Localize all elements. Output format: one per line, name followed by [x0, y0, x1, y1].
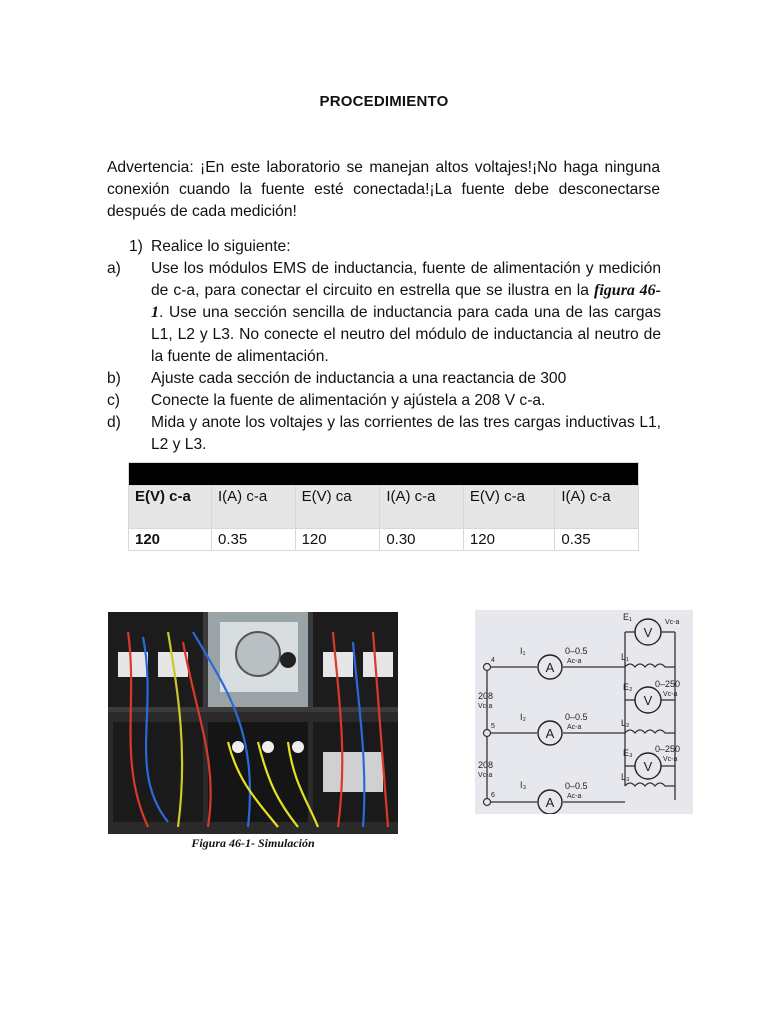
ammeter-unit: Ac-a — [567, 793, 582, 800]
list-marker: d) — [107, 414, 121, 431]
voltage-label-e1: E₁ — [623, 612, 633, 622]
lab-equipment-photo — [108, 612, 398, 834]
voltage-label-e2: E₂ — [623, 682, 633, 692]
voltmeter-range: 0–250 — [655, 744, 681, 754]
list-item — [107, 258, 661, 368]
ammeter-label: A — [545, 726, 555, 741]
table-cell: 120 — [129, 529, 212, 551]
table-header-cell: I(A) c-a — [380, 486, 464, 529]
page-title: PROCEDIMIENTO — [319, 93, 449, 110]
ammeter-range: 0–0.5 — [565, 646, 588, 656]
table-header-cell: E(V) ca — [295, 486, 380, 529]
voltmeter-range: 0–250 — [655, 679, 681, 689]
current-label-i1: I₁ — [520, 646, 526, 656]
supply-unit: Vc-a — [478, 772, 493, 779]
procedure-list — [107, 236, 661, 456]
ammeter-unit: Ac-a — [567, 724, 582, 731]
table-cell: 0.30 — [380, 529, 464, 551]
inductor-label-l2: L₂ — [621, 718, 630, 728]
ammeter-range: 0–0.5 — [565, 781, 588, 791]
measurements-table — [128, 462, 639, 551]
table-cell: 120 — [463, 529, 554, 551]
table-title-bar — [129, 463, 639, 486]
table-header-cell: I(A) c-a — [212, 486, 296, 529]
table-row — [129, 529, 639, 551]
voltmeter-unit: Vc-a — [663, 691, 678, 698]
inductor-label-l3: L₃ — [621, 772, 630, 782]
step-a-text: Use los módulos EMS de inductancia, fuente de alimentación y medición de c-a, para conectar el circuito en estrella que se ilustra en la — [151, 260, 661, 299]
step-a-text-end: . Use una sección sencilla de inductancia para cada una de las cargas L1, L2 y L3. No conecte el neutro del módulo de inductancia al neutro de la fuente de alimentación. — [151, 304, 661, 365]
inductor-label-l1: L₁ — [621, 652, 630, 662]
voltage-label-e3: E₃ — [623, 748, 633, 758]
ammeter-label: A — [545, 795, 555, 810]
figure-reference: figura 46-1 — [151, 282, 661, 321]
ammeter-unit: Ac-a — [567, 658, 582, 665]
list-marker: 1) — [129, 238, 143, 255]
table-header-row — [129, 486, 639, 529]
step-c-text: Conecte la fuente de alimentación y ajústela a 208 V c-a. — [151, 392, 546, 409]
voltmeter-unit: Vc-a — [663, 756, 678, 763]
table-cell: 120 — [295, 529, 380, 551]
circuit-schematic — [475, 610, 693, 814]
list-item — [107, 368, 661, 390]
table-header-cell: E(V) c-a — [129, 486, 212, 529]
supply-voltage: 208 — [478, 691, 494, 701]
terminal-number: 4 — [491, 657, 495, 664]
list-item — [107, 412, 661, 456]
step-d-text: Mida y anote los voltajes y las corrientes de las tres cargas inductivas L1, L2 y L3. — [151, 414, 661, 453]
list-item — [107, 390, 661, 412]
current-label-i3: I₃ — [520, 780, 527, 790]
table-cell: 0.35 — [555, 529, 639, 551]
supply-voltage: 208 — [478, 760, 494, 770]
list-marker: a) — [107, 260, 121, 277]
ammeter-range: 0–0.5 — [565, 712, 588, 722]
figure-caption: Figura 46-1- Simulación — [191, 836, 315, 850]
table-cell: 0.35 — [212, 529, 296, 551]
voltmeter-label: V — [643, 625, 653, 640]
list-item — [129, 236, 661, 258]
current-label-i2: I₂ — [520, 712, 526, 722]
terminal-number: 5 — [491, 723, 495, 730]
warning-paragraph: Advertencia: ¡En este laboratorio se manejan altos voltajes!¡No haga ninguna conexión cuando la fuente esté conectada!¡La fuente debe desconectarse después de cada medición! — [107, 159, 660, 220]
supply-unit: Vc-a — [478, 703, 493, 710]
list-marker: c) — [107, 392, 120, 409]
step-b-text: Ajuste cada sección de inductancia a una reactancia de 300 — [151, 370, 567, 387]
step-intro: Realice lo siguiente: — [151, 238, 291, 255]
list-marker: b) — [107, 370, 121, 387]
voltmeter-label: V — [643, 759, 653, 774]
terminal-number: 6 — [491, 792, 495, 799]
table-header-cell: I(A) c-a — [555, 486, 639, 529]
voltmeter-label: V — [643, 693, 653, 708]
ammeter-label: A — [545, 660, 555, 675]
table-header-cell: E(V) c-a — [463, 486, 554, 529]
voltmeter-unit: Vc-a — [665, 619, 680, 626]
